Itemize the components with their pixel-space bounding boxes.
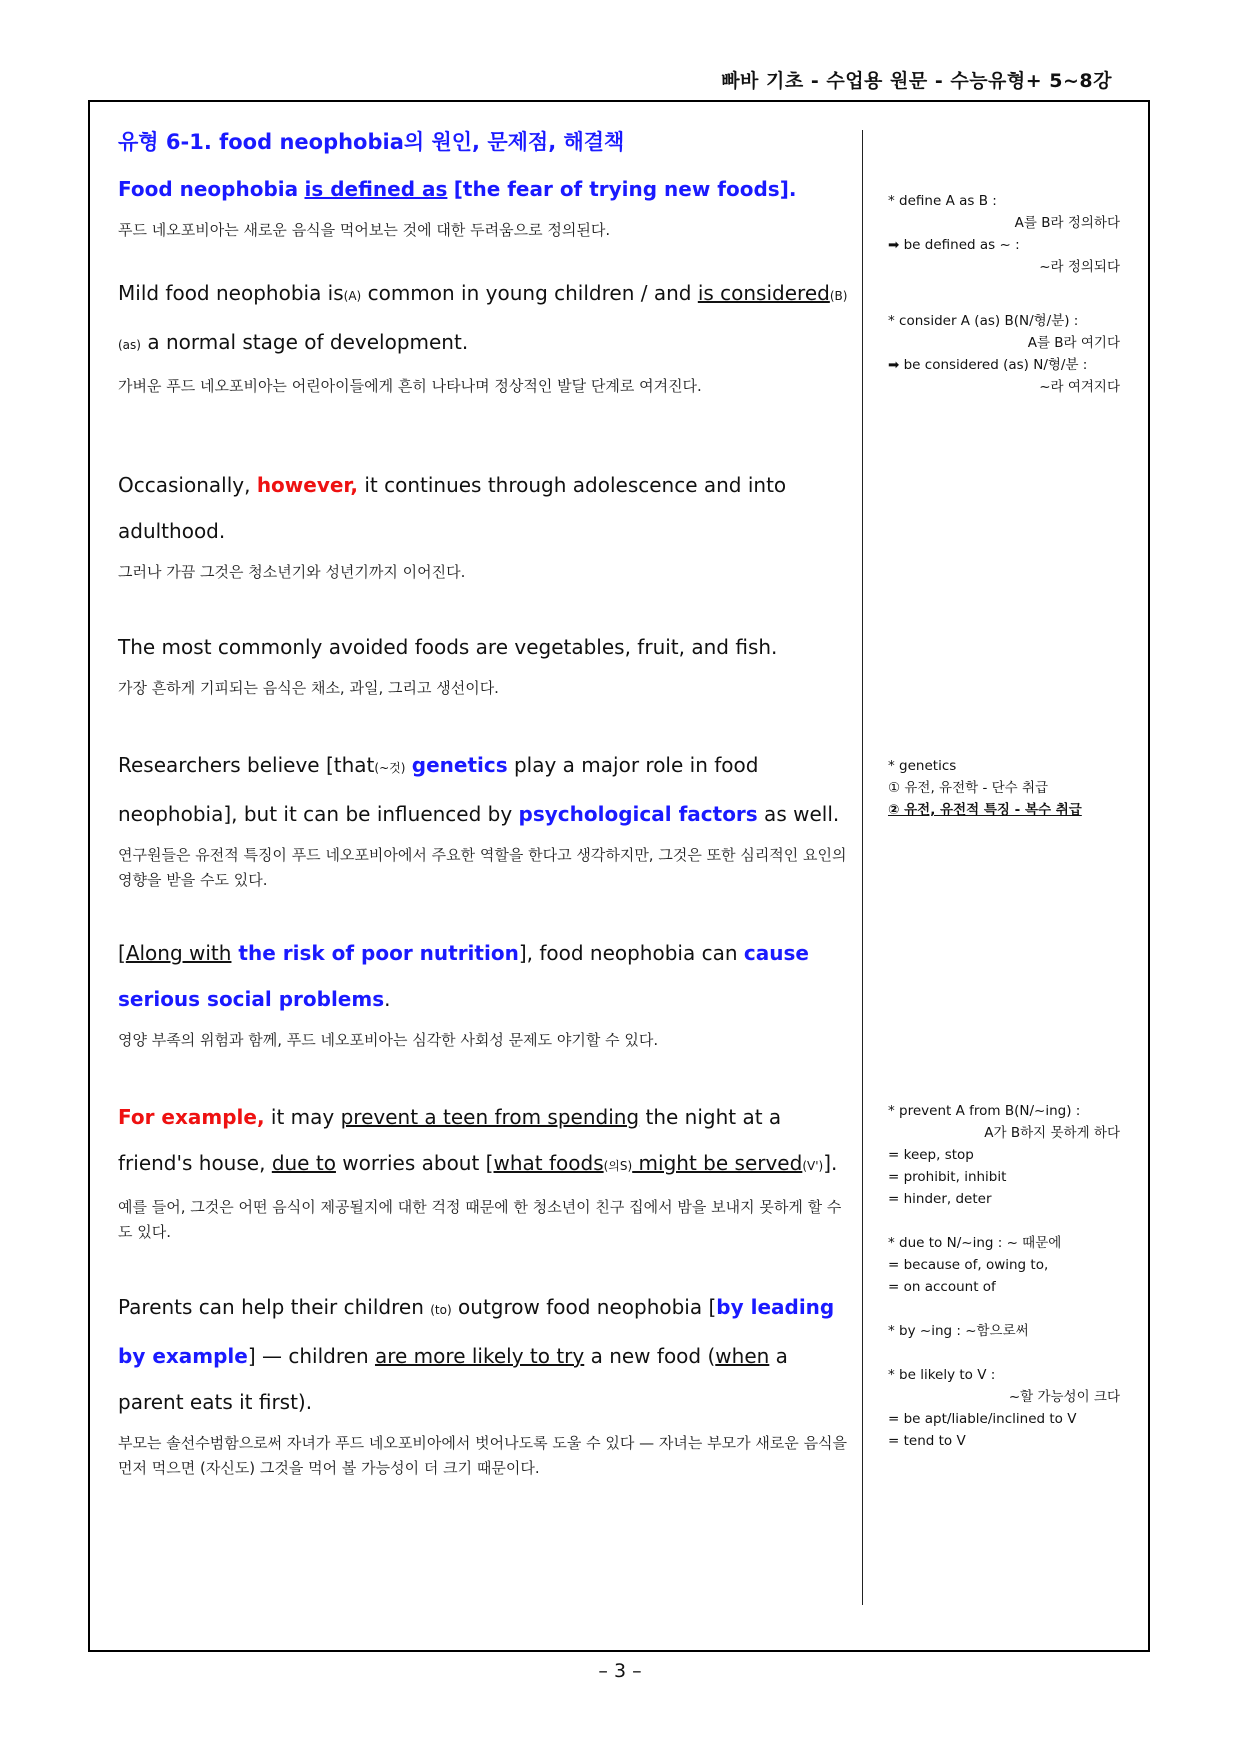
- note-line: = be apt/liable/inclined to V: [888, 1411, 1077, 1427]
- note-line: * due to N/~ing : ~ 때문에: [888, 1235, 1062, 1251]
- note-gap: [888, 1298, 1120, 1320]
- note-line: ➡ be considered (as) N/형/분 :: [888, 357, 1088, 373]
- note-line: ~할 가능성이 크다: [1008, 1389, 1120, 1405]
- paragraph-1: [118, 166, 848, 243]
- korean-translation: 예를 들어, 그것은 어떤 음식이 제공될지에 대한 걱정 때문에 한 청소년이 친구 집에서 밤을 보내지 못하게 할 수도 있다.: [118, 1198, 842, 1241]
- note-line: ② 유전, 유전적 특징 - 복수 취급: [888, 802, 1082, 818]
- phrase-blue: the risk of poor nutrition: [231, 941, 519, 965]
- phrase: outgrow food neophobia [: [451, 1295, 717, 1319]
- column-divider: [862, 130, 863, 1605]
- phrase: worries about [: [335, 1151, 494, 1175]
- phrase: a normal stage of development.: [140, 330, 469, 354]
- note-line: * genetics: [888, 758, 957, 774]
- phrase-underlined: prevent a teen from spending: [340, 1105, 640, 1129]
- phrase-blue: genetics: [411, 753, 508, 777]
- grammar-tag: (A): [343, 289, 362, 303]
- section-title: 유형 6-1. food neophobia의 원인, 문제점, 해결책: [118, 130, 625, 154]
- english-sentence: [118, 462, 848, 554]
- phrase: the night at a friend's house,: [118, 1105, 782, 1175]
- note-line: = prohibit, inhibit: [888, 1169, 1007, 1185]
- note-prevent: [888, 1100, 1120, 1452]
- note-line: = keep, stop: [888, 1147, 974, 1163]
- grammar-tag: (의S): [603, 1159, 633, 1173]
- note-line: ~라 정의되다: [1039, 259, 1120, 275]
- english-sentence: [118, 270, 848, 368]
- note-line: A가 B하지 못하게 하다: [984, 1125, 1120, 1141]
- grammar-tag: (as): [118, 338, 141, 352]
- grammar-tag: (~것): [374, 761, 406, 775]
- phrase-underlined: when: [715, 1344, 770, 1368]
- phrase: Parents can help their children: [118, 1295, 431, 1319]
- paragraph-5: [118, 742, 848, 893]
- note-consider: [888, 310, 1120, 398]
- note-line: * by ~ing : ~함으로써: [888, 1323, 1029, 1339]
- phrase-blue: cause serious social problems: [118, 941, 809, 1011]
- english-sentence: [118, 742, 848, 837]
- note-line: ~라 여겨지다: [1039, 379, 1120, 395]
- phrase-underlined: might be served: [632, 1151, 803, 1175]
- phrase: a new food (: [584, 1344, 716, 1368]
- page-number: – 3 –: [598, 1660, 642, 1682]
- phrase-underlined: Along with: [125, 941, 232, 965]
- phrase: Occasionally,: [118, 473, 257, 497]
- korean-translation: 부모는 솔선수범함으로써 자녀가 푸드 네오포비아에서 벗어나도록 도울 수 있다 — 자녀는 부모가 새로운 음식을 먼저 먹으면 (자신도) 그것을 먹어 볼 가능성이 더 크기 때문이다.: [118, 1434, 848, 1477]
- phrase-red: however,: [256, 473, 358, 497]
- note-line: = tend to V: [888, 1433, 966, 1449]
- note-line: = hinder, deter: [888, 1191, 992, 1207]
- english-sentence: [118, 1284, 848, 1425]
- page-header: 빠바 기초 - 수업용 원문 - 수능유형+ 5~8강: [721, 70, 1112, 92]
- paragraph-7: [118, 1094, 848, 1245]
- note-line: * prevent A from B(N/~ing) :: [888, 1103, 1081, 1119]
- phrase-blue: psychological factors: [518, 802, 758, 826]
- phrase: [: [118, 941, 126, 965]
- phrase: Food neophobia: [118, 177, 299, 201]
- paragraph-4: [118, 624, 848, 701]
- phrase: common in young children / and: [361, 281, 698, 305]
- note-line: ➡ be defined as ~ :: [888, 237, 1020, 253]
- phrase: Mild food neophobia is: [118, 281, 344, 305]
- note-line: = on account of: [888, 1279, 996, 1295]
- korean-translation: 가장 흔하게 기피되는 음식은 채소, 과일, 그리고 생선이다.: [118, 679, 499, 697]
- english-sentence: The most commonly avoided foods are vegetables, fruit, and fish.: [118, 635, 778, 659]
- note-line: A를 B라 정의하다: [1014, 215, 1120, 231]
- phrase-underlined: are more likely to try: [374, 1344, 585, 1368]
- korean-translation: 가벼운 푸드 네오포비아는 어린아이들에게 흔히 나타나며 정상적인 발달 단계로 여겨진다.: [118, 377, 702, 395]
- phrase: ], food neophobia can: [518, 941, 744, 965]
- phrase-red: For example,: [118, 1105, 265, 1129]
- grammar-tag: (V'): [802, 1159, 824, 1173]
- phrase: Researchers believe [that: [118, 753, 375, 777]
- phrase-underlined: is defined as: [304, 177, 448, 201]
- korean-translation: 영양 부족의 위험과 함께, 푸드 네오포비아는 심각한 사회성 문제도 야기할 수 있다.: [118, 1031, 659, 1049]
- note-line: * define A as B :: [888, 193, 997, 209]
- paragraph-6: [118, 930, 848, 1053]
- phrase: .: [384, 987, 391, 1011]
- phrase: [the fear of trying new foods].: [453, 177, 797, 201]
- paragraph-3: [118, 462, 848, 585]
- phrase: it may: [264, 1105, 341, 1129]
- phrase-underlined: what foods: [493, 1151, 604, 1175]
- note-genetics: [888, 755, 1120, 821]
- korean-translation: 푸드 네오포비아는 새로운 음식을 먹어보는 것에 대한 두려움으로 정의된다.: [118, 221, 611, 239]
- note-line: A를 B라 여기다: [1027, 335, 1120, 351]
- english-sentence: [118, 166, 848, 212]
- note-define: [888, 190, 1120, 278]
- phrase: as well.: [757, 802, 840, 826]
- phrase: a parent eats it first).: [118, 1344, 788, 1414]
- note-gap: [888, 1342, 1120, 1364]
- phrase: play a major role in food neophobia], but it can be influenced by: [118, 753, 759, 826]
- grammar-tag: (to): [430, 1303, 452, 1317]
- note-gap: [888, 1210, 1120, 1232]
- phrase: ] — children: [247, 1344, 375, 1368]
- note-line: = because of, owing to,: [888, 1257, 1049, 1273]
- korean-translation: 연구원들은 유전적 특징이 푸드 네오포비아에서 주요한 역할을 한다고 생각하지만, 그것은 또한 심리적인 요인의 영향을 받을 수도 있다.: [118, 846, 847, 889]
- grammar-tag: (B): [829, 289, 848, 303]
- paragraph-8: [118, 1284, 848, 1481]
- english-sentence: [118, 1094, 848, 1189]
- phrase-underlined: is considered: [697, 281, 830, 305]
- phrase-underlined: due to: [271, 1151, 336, 1175]
- note-line: * be likely to V :: [888, 1367, 996, 1383]
- english-sentence: [118, 930, 848, 1022]
- phrase: ].: [823, 1151, 838, 1175]
- phrase-blue: by leading by example: [118, 1295, 835, 1368]
- phrase: it continues through adolescence and into adulthood.: [118, 473, 787, 543]
- korean-translation: 그러나 가끔 그것은 청소년기와 성년기까지 이어진다.: [118, 563, 466, 581]
- note-line: ① 유전, 유전학 - 단수 취급: [888, 780, 1049, 796]
- paragraph-2: [118, 270, 848, 399]
- note-line: * consider A (as) B(N/형/분) :: [888, 313, 1079, 329]
